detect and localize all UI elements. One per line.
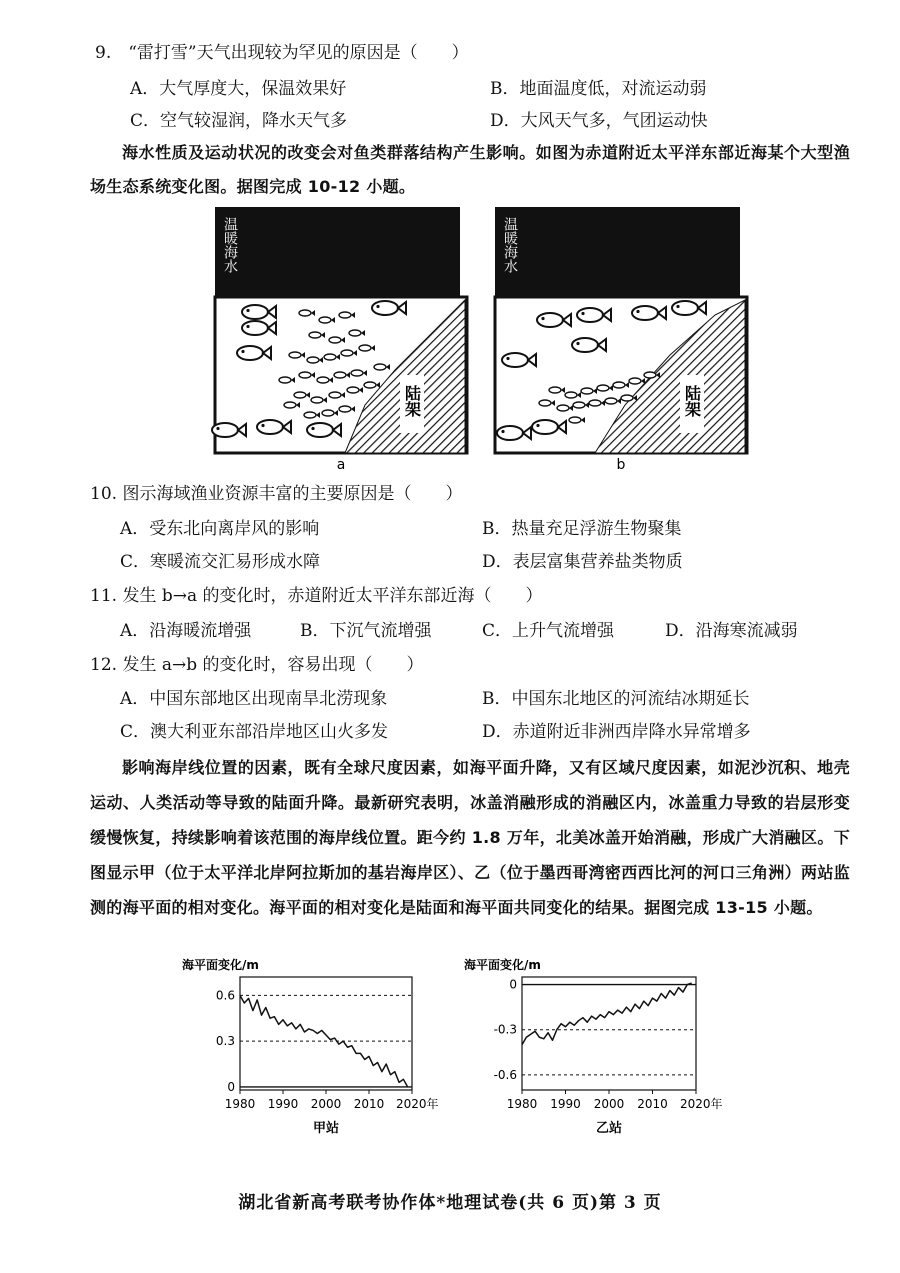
panel-a-shelf-label: 陆架 (402, 385, 422, 417)
panel-b-shelf-label: 陆架 (682, 385, 702, 417)
yi-chart-title: 乙站 (595, 1121, 623, 1136)
q10-stem: 10. 图示海域渔业资源丰富的主要原因是（ ） (90, 484, 463, 504)
jia-xtick-2: 2000 (310, 1097, 342, 1111)
panel-b (495, 207, 747, 473)
q11-option-d: D．沿海寒流减弱 (665, 621, 798, 641)
panel-a-warm-water-label: 温暖海水 (222, 217, 238, 273)
q10-option-c: C．寒暖流交汇易形成水障 (120, 552, 321, 572)
q12-option-b: B．中国东北地区的河流结冰期延长 (482, 689, 750, 709)
jia-ytick-0: 0.6 (215, 988, 235, 1003)
yi-ylabel: 海平面变化/m (464, 958, 541, 972)
yi-xtick-4: 2020年 (680, 1097, 723, 1111)
intro-paragraph-13-15: 影响海岸线位置的因素，既有全球尺度因素，如海平面升降，又有区域尺度因素，如泥沙沉积、地壳运动、人类活动等导致的陆面升降。最新研究表明，冰盖消融形成的消融区内，冰盖重力导致的岩层形变缓慢恢复，持续影响着该范围的海岸线位置。距今约 1.8 万年，北美冰盖开始消融，形成广大消融区。下图显示甲（位于太平洋北岸阿拉斯加的基岩海岸区）、乙（位于墨西哥湾密西西比河的河口三角洲）两站监测的海平面的相对变化。海平面的相对变化是陆面和海平面共同变化的结果。据图完成 13-15 小题。 (90, 758, 850, 917)
jia-plot-frame (240, 977, 412, 1090)
q11-option-c: C．上升气流增强 (482, 621, 615, 641)
yi-xtick-2: 2000 (593, 1097, 625, 1111)
q11-stem: 11. 发生 b→a 的变化时，赤道附近太平洋东部近海（ ） (90, 586, 543, 606)
fishery-ecosystem-figure (195, 205, 755, 475)
q9-option-a: A．大气厚度大，保温效果好 (130, 79, 347, 99)
q10-option-a: A．受东北向离岸风的影响 (120, 519, 320, 539)
yi-xtick-0: 1980 (506, 1097, 538, 1111)
q12-option-d: D．赤道附近非洲西岸降水异常增多 (482, 722, 751, 742)
q12-option-a: A．中国东部地区出现南旱北涝现象 (120, 689, 388, 709)
jia-xtick-1: 1990 (267, 1097, 299, 1111)
yi-xtick-1: 1990 (550, 1097, 581, 1111)
q11-option-a: A．沿海暖流增强 (120, 621, 252, 641)
q10-option-b: B．热量充足浮游生物聚集 (482, 519, 682, 539)
jia-ytick-1: 0.3 (215, 1034, 235, 1049)
jia-chart-title: 甲站 (312, 1121, 340, 1136)
yi-series-line (522, 983, 692, 1045)
panel-b-warm-water-label: 温暖海水 (502, 217, 518, 273)
q9-stem: 9. “雷打雪”天气出现较为罕见的原因是（ ） (95, 43, 469, 63)
yi-xtick-3: 2010 (637, 1097, 668, 1111)
q11-option-b: B．下沉气流增强 (300, 621, 432, 641)
intro-paragraph-10-12: 海水性质及运动状况的改变会对鱼类群落结构产生影响。如图为赤道附近太平洋东部近海某个大型渔场生态系统变化图。据图完成 10-12 小题。 (90, 143, 850, 196)
yi-ytick-1: -0.3 (493, 1022, 517, 1037)
yi-ytick-0: 0 (509, 977, 517, 992)
panel-a-label: a (336, 457, 346, 473)
q10-option-d: D．表层富集营养盐类物质 (482, 552, 683, 572)
q12-option-c: C．澳大利亚东部沿岸地区山火多发 (120, 722, 389, 742)
yi-ytick-2: -0.6 (493, 1067, 517, 1082)
q12-stem: 12. 发生 a→b 的变化时，容易出现（ ） (90, 655, 424, 675)
q9-option-c: C．空气较湿润，降水天气多 (130, 111, 348, 131)
jia-ylabel: 海平面变化/m (182, 958, 259, 972)
jia-xtick-0: 1980 (224, 1097, 256, 1111)
panel-b-label: b (616, 457, 626, 473)
jia-xtick-4: 2020年 (396, 1097, 439, 1111)
panel-a (212, 207, 467, 473)
jia-xtick-3: 2010 (353, 1097, 385, 1111)
chart-jia-station (180, 955, 455, 1160)
page-footer: 湖北省新高考联考协作体*地理试卷(共 6 页)第 3 页 (238, 1193, 662, 1213)
q9-option-d: D．大风天气多，气团运动快 (490, 111, 708, 131)
chart-yi-station (460, 955, 740, 1160)
jia-ytick-2: 0 (227, 1079, 235, 1094)
q9-option-b: B．地面温度低，对流运动弱 (490, 79, 707, 99)
